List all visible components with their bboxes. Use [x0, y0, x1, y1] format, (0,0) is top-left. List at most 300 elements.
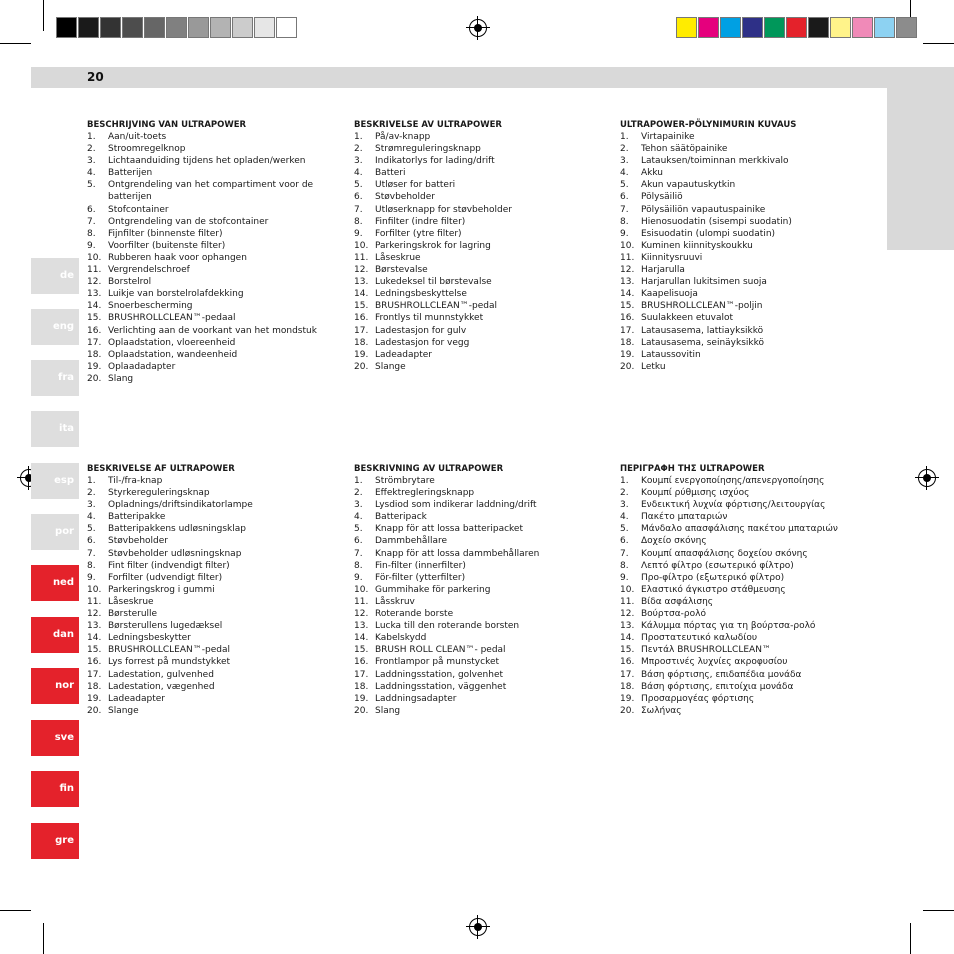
list-item: [620, 523, 870, 535]
section-title: BESKRIVELSE AF ULTRAPOWER: [87, 464, 235, 474]
list-item: [354, 511, 604, 523]
item-number: 12.: [87, 609, 102, 620]
item-number: 2.: [354, 488, 363, 499]
item-label: Harjarulla: [641, 265, 685, 276]
list-item: [87, 705, 337, 717]
item-number: 15.: [354, 301, 369, 312]
list-item: [87, 487, 337, 499]
item-number: 9.: [620, 228, 629, 239]
item-number: 3.: [354, 500, 363, 511]
list-item: [354, 669, 604, 681]
item-label: Pölysäiliö: [641, 192, 683, 203]
color-swatch: [764, 17, 785, 38]
item-label: Harjarullan lukitsimen suoja: [641, 277, 767, 288]
item-label: Πακέτο μπαταριών: [641, 512, 728, 523]
item-label: Ladestasjon for vegg: [375, 337, 470, 348]
item-number: 4.: [354, 168, 363, 179]
item-number: 5.: [620, 524, 629, 535]
list-item: [620, 693, 870, 705]
item-number: 12.: [87, 277, 102, 288]
parts-section: [354, 119, 604, 373]
list-item: [620, 669, 870, 681]
list-item: [354, 349, 604, 361]
list-item: [354, 705, 604, 717]
list-item: [620, 511, 870, 523]
list-item: [87, 288, 337, 300]
list-item: [620, 361, 870, 373]
parts-section: [354, 463, 604, 717]
list-item: [87, 325, 337, 337]
item-label: Støvbeholder: [108, 536, 168, 547]
item-number: 20.: [87, 705, 102, 716]
list-item: [620, 705, 870, 717]
parts-list: [87, 475, 337, 717]
item-number: 18.: [620, 681, 635, 692]
item-number: 15.: [354, 645, 369, 656]
item-label: Batteripack: [375, 512, 427, 523]
item-number: 1.: [354, 476, 363, 486]
color-swatch: [232, 17, 253, 38]
item-label: Batteri: [375, 168, 406, 179]
list-item: [620, 191, 870, 203]
item-label: Slange: [108, 705, 139, 716]
item-label: Laddningsstation, väggenhet: [375, 681, 507, 692]
item-label: Akun vapautuskytkin: [641, 180, 736, 191]
item-number: 17.: [87, 337, 102, 348]
list-item: [87, 560, 337, 572]
list-item: [354, 681, 604, 693]
item-label: Lukedeksel til børstevalse: [375, 277, 492, 288]
language-tab-gre[interactable]: gre: [31, 823, 79, 859]
item-number: 17.: [620, 669, 635, 680]
item-label: BRUSHROLLCLEAN™-pedaal: [108, 313, 236, 324]
list-item: [354, 228, 604, 240]
item-number: 16.: [620, 313, 635, 324]
item-number: 7.: [87, 548, 96, 559]
list-item: [87, 620, 337, 632]
item-label: Styrkereguleringsknap: [108, 488, 210, 499]
item-number: 6.: [354, 192, 363, 203]
item-number: 2.: [87, 144, 96, 155]
color-swatch: [100, 17, 121, 38]
parts-section: [620, 463, 870, 717]
gray-color-bar: [56, 17, 298, 38]
item-label: Vergrendelschroef: [108, 265, 190, 276]
item-number: 7.: [354, 204, 363, 215]
item-number: 7.: [87, 216, 96, 227]
item-label: Ελαστικό άγκιστρο στάθμευσης: [641, 584, 786, 595]
item-number: 11.: [354, 596, 369, 607]
item-number: 11.: [87, 596, 102, 607]
item-number: 1.: [87, 476, 96, 486]
list-item: [620, 572, 870, 584]
item-label: Σωλήνας: [641, 705, 682, 716]
color-swatch: [254, 17, 275, 38]
item-label: Latausasema, lattiayksikkö: [641, 325, 764, 336]
list-item: [620, 240, 870, 252]
list-item: [620, 155, 870, 167]
item-label: För-filter (ytterfilter): [375, 572, 466, 583]
item-number: 4.: [620, 168, 629, 179]
list-item: [620, 535, 870, 547]
item-number: 14.: [87, 633, 102, 644]
item-number: 11.: [620, 596, 635, 607]
item-label: Pölysäiliön vapautuspainike: [641, 204, 766, 215]
item-number: 5.: [354, 524, 363, 535]
item-number: 1.: [87, 132, 96, 142]
item-number: 4.: [87, 512, 96, 523]
list-item: [354, 487, 604, 499]
item-number: 14.: [620, 633, 635, 644]
item-label: BRUSHROLLCLEAN™-pedal: [108, 645, 230, 656]
language-tab-ita[interactable]: ita: [31, 411, 79, 447]
list-item: [620, 337, 870, 349]
list-item: [620, 681, 870, 693]
item-label: Μπροστινές λυχνίες ακροφυσίου: [641, 657, 788, 668]
list-item: [87, 656, 337, 668]
item-label: Roterande borste: [375, 609, 454, 620]
list-item: [620, 325, 870, 337]
item-number: 19.: [354, 693, 369, 704]
item-number: 19.: [354, 349, 369, 360]
item-number: 14.: [620, 289, 635, 300]
list-item: [354, 499, 604, 511]
item-label: Børstevalse: [375, 265, 428, 276]
item-number: 8.: [620, 560, 629, 571]
item-label: Batteripakke: [108, 512, 166, 523]
list-item: [354, 216, 604, 228]
item-label: BRUSHROLLCLEAN™-pedal: [375, 301, 497, 312]
list-item: [354, 325, 604, 337]
item-number: 11.: [354, 252, 369, 263]
crop-mark: [910, 923, 911, 954]
list-item: [87, 361, 337, 373]
item-number: 9.: [354, 572, 363, 583]
item-label: Forfilter (ytre filter): [375, 228, 462, 239]
item-number: 15.: [620, 645, 635, 656]
list-item: [620, 584, 870, 596]
list-item: [354, 596, 604, 608]
language-tab-ned[interactable]: ned: [31, 565, 79, 601]
list-item: [620, 560, 870, 572]
language-tab-nor[interactable]: nor: [31, 668, 79, 704]
item-label: Støvbeholder: [375, 192, 435, 203]
item-number: 2.: [354, 144, 363, 155]
item-label: Knapp för att lossa batteripacket: [375, 524, 523, 535]
item-number: 20.: [87, 373, 102, 384]
item-number: 19.: [620, 349, 635, 360]
item-number: 14.: [87, 301, 102, 312]
item-label: Luikje van borstelrolafdekking: [108, 289, 244, 300]
item-number: 2.: [620, 144, 629, 155]
list-item: [87, 693, 337, 705]
item-number: 16.: [87, 325, 102, 336]
item-number: 3.: [87, 156, 96, 167]
list-item: [620, 608, 870, 620]
item-label: Lucka till den roterande borsten: [375, 621, 520, 632]
language-tab-fin[interactable]: fin: [31, 771, 79, 807]
parts-list: [620, 131, 870, 373]
item-label: Verlichting aan de voorkant van het mondstuk: [108, 325, 317, 336]
item-label: Latausasema, seinäyksikkö: [641, 337, 764, 348]
list-item: [354, 644, 604, 656]
item-label: Fin-filter (innerfilter): [375, 560, 466, 571]
item-label: Indikatorlys for lading/drift: [375, 156, 495, 167]
item-number: 15.: [87, 645, 102, 656]
language-tab-fra[interactable]: fra: [31, 360, 79, 396]
item-number: 10.: [620, 584, 635, 595]
item-label: Letku: [641, 361, 666, 372]
list-item: [87, 337, 337, 349]
item-number: 7.: [620, 204, 629, 215]
item-number: 18.: [87, 349, 102, 360]
item-number: 20.: [620, 705, 635, 716]
item-label: Kabelskydd: [375, 633, 427, 644]
item-number: 9.: [87, 240, 96, 251]
item-number: 4.: [87, 168, 96, 179]
list-item: [87, 216, 337, 228]
list-item: [620, 300, 870, 312]
item-label: Finfilter (indre filter): [375, 216, 466, 227]
item-number: 8.: [354, 560, 363, 571]
list-item: [354, 300, 604, 312]
list-item: [620, 228, 870, 240]
process-color-bar: [676, 17, 918, 38]
color-swatch: [742, 17, 763, 38]
item-label: Knapp för att lossa dammbehållaren: [375, 548, 540, 559]
list-item: [87, 499, 337, 511]
color-swatch: [698, 17, 719, 38]
item-number: 20.: [620, 361, 635, 372]
item-label: Latauksen/toiminnan merkkivalo: [641, 156, 789, 167]
item-label: Tehon säätöpainike: [641, 144, 728, 155]
list-item: [87, 131, 337, 143]
list-item: [354, 143, 604, 155]
list-item: [87, 475, 337, 487]
color-swatch: [852, 17, 873, 38]
item-label: Lys forrest på mundstykket: [108, 657, 231, 668]
color-swatch: [166, 17, 187, 38]
color-swatch: [720, 17, 741, 38]
item-number: 16.: [354, 657, 369, 668]
item-label: Βάση φόρτισης, επιδαπέδια μονάδα: [641, 669, 802, 680]
item-label: Oplaadadapter: [108, 361, 176, 372]
item-label: Λεπτό φίλτρο (εσωτερικό φίλτρο): [641, 560, 794, 571]
list-item: [620, 499, 870, 511]
item-label: Πεντάλ BRUSHROLLCLEAN™: [641, 645, 771, 656]
item-number: 19.: [87, 361, 102, 372]
item-label: Opladnings/driftsindikatorlampe: [108, 500, 253, 511]
language-tab-por[interactable]: por: [31, 514, 79, 550]
list-item: [87, 349, 337, 361]
item-number: 13.: [87, 289, 102, 300]
item-number: 12.: [620, 609, 635, 620]
item-label: BRUSHROLLCLEAN™-poljin: [641, 301, 763, 312]
item-label: BRUSH ROLL CLEAN™- pedal: [375, 645, 506, 656]
section-title: BESCHRIJVING VAN ULTRAPOWER: [87, 120, 247, 130]
list-item: [87, 572, 337, 584]
section-title: ΠΕΡΙΓΡΑΦΗ ΤΗΣ ULTRAPOWER: [620, 464, 765, 474]
item-number: 2.: [87, 488, 96, 499]
item-number: 17.: [620, 325, 635, 336]
crop-mark: [0, 43, 31, 44]
item-label: Kuminen kiinnityskoukku: [641, 240, 753, 251]
item-number: 5.: [87, 180, 96, 191]
item-label: Rubberen haak voor ophangen: [108, 252, 247, 263]
list-item: [354, 131, 604, 143]
item-label: Κουμπί ρύθμισης ισχύος: [641, 488, 750, 499]
list-item: [620, 632, 870, 644]
item-number: 10.: [87, 252, 102, 263]
item-label: Aan/uit-toets: [108, 132, 167, 142]
item-number: 19.: [87, 693, 102, 704]
color-swatch: [122, 17, 143, 38]
item-label: Fint filter (indvendigt filter): [108, 560, 230, 571]
list-item: [87, 584, 337, 596]
list-item: [87, 264, 337, 276]
color-swatch: [188, 17, 209, 38]
item-label: Oplaadstation, wandeenheid: [108, 349, 238, 360]
item-label: Snoerbescherming: [108, 301, 193, 312]
item-number: 13.: [620, 621, 635, 632]
item-number: 13.: [354, 277, 369, 288]
list-item: [620, 349, 870, 361]
item-number: 18.: [354, 337, 369, 348]
crop-mark: [923, 910, 954, 911]
item-number: 20.: [354, 361, 369, 372]
list-item: [87, 632, 337, 644]
item-number: 18.: [620, 337, 635, 348]
item-number: 14.: [354, 289, 369, 300]
item-label: Parkeringskrok for lagring: [375, 240, 491, 251]
list-item: [87, 596, 337, 608]
item-number: 9.: [354, 228, 363, 239]
list-item: [354, 535, 604, 547]
item-label: Til-/fra-knap: [108, 476, 163, 486]
language-tab-de[interactable]: de: [31, 258, 79, 294]
list-item: [87, 608, 337, 620]
item-label: Forfilter (udvendigt filter): [108, 572, 223, 583]
item-label: Ladeadapter: [108, 693, 166, 704]
item-label: Ladeadapter: [375, 349, 433, 360]
item-label: Ontgrendeling van het compartiment voor de batterijen: [108, 180, 314, 203]
item-label: Laddningsstation, golvenhet: [375, 669, 504, 680]
list-item: [354, 361, 604, 373]
list-item: [354, 560, 604, 572]
list-item: [354, 264, 604, 276]
color-swatch: [56, 17, 77, 38]
item-number: 1.: [620, 476, 629, 486]
item-number: 18.: [87, 681, 102, 692]
registration-mark-icon: [918, 469, 936, 487]
item-number: 7.: [354, 548, 363, 559]
list-item: [620, 143, 870, 155]
item-number: 17.: [354, 325, 369, 336]
item-number: 15.: [87, 313, 102, 324]
item-number: 8.: [620, 216, 629, 227]
item-number: 4.: [354, 512, 363, 523]
item-label: Βούρτσα-ρολό: [641, 609, 706, 620]
item-number: 9.: [620, 572, 629, 583]
language-tab-dan[interactable]: dan: [31, 617, 79, 653]
item-number: 11.: [87, 265, 102, 276]
item-label: Slang: [108, 373, 134, 384]
item-number: 6.: [87, 536, 96, 547]
list-item: [620, 179, 870, 191]
item-label: Slang: [375, 705, 401, 716]
list-item: [87, 276, 337, 288]
list-item: [354, 288, 604, 300]
color-swatch: [78, 17, 99, 38]
item-number: 6.: [620, 192, 629, 203]
list-item: [620, 276, 870, 288]
list-item: [87, 167, 337, 179]
parts-list: [354, 475, 604, 717]
list-item: [87, 240, 337, 252]
item-number: 16.: [620, 657, 635, 668]
item-label: Voorfilter (buitenste filter): [108, 240, 226, 251]
list-item: [620, 596, 870, 608]
item-label: Hienosuodatin (sisempi suodatin): [641, 216, 792, 227]
registration-mark-icon: [469, 918, 487, 936]
header-band: [31, 67, 954, 88]
color-swatch: [786, 17, 807, 38]
list-item: [87, 252, 337, 264]
item-label: Suulakkeen etuvalot: [641, 313, 734, 324]
item-number: 2.: [620, 488, 629, 499]
item-label: Lysdiod som indikerar laddning/drift: [375, 500, 537, 511]
list-item: [87, 548, 337, 560]
list-item: [354, 620, 604, 632]
item-label: Ενδεικτική λυχνία φόρτισης/λειτουργίας: [641, 500, 826, 511]
list-item: [620, 167, 870, 179]
list-item: [354, 632, 604, 644]
language-tab-eng[interactable]: eng: [31, 309, 79, 345]
item-number: 5.: [354, 180, 363, 191]
parts-list: [620, 475, 870, 717]
language-tab-esp[interactable]: esp: [31, 463, 79, 499]
item-label: På/av-knapp: [375, 132, 431, 142]
list-item: [620, 312, 870, 324]
list-item: [87, 523, 337, 535]
item-label: Ladestasjon for gulv: [375, 325, 467, 336]
list-item: [620, 252, 870, 264]
list-item: [87, 228, 337, 240]
item-number: 6.: [354, 536, 363, 547]
registration-mark-icon: [469, 19, 487, 37]
item-label: Utløserknapp for støvbeholder: [375, 204, 512, 215]
item-number: 1.: [620, 132, 629, 142]
list-item: [620, 656, 870, 668]
item-number: 17.: [87, 669, 102, 680]
language-tab-sve[interactable]: sve: [31, 720, 79, 756]
item-label: Strömbrytare: [375, 476, 435, 486]
item-label: Batteripakkens udløsningsklap: [108, 524, 246, 535]
item-label: Børsterullens lugedæksel: [108, 621, 223, 632]
list-item: [620, 216, 870, 228]
item-label: Κουμπί ενεργοποίησης/απενεργοποίησης: [641, 476, 825, 486]
item-label: Virtapainike: [641, 132, 695, 142]
item-label: Effektregleringsknapp: [375, 488, 475, 499]
item-number: 16.: [354, 313, 369, 324]
item-number: 8.: [87, 560, 96, 571]
item-number: 19.: [620, 693, 635, 704]
color-swatch: [276, 17, 297, 38]
item-number: 3.: [620, 500, 629, 511]
list-item: [354, 656, 604, 668]
item-label: Ontgrendeling van de stofcontainer: [108, 216, 269, 227]
list-item: [620, 548, 870, 560]
